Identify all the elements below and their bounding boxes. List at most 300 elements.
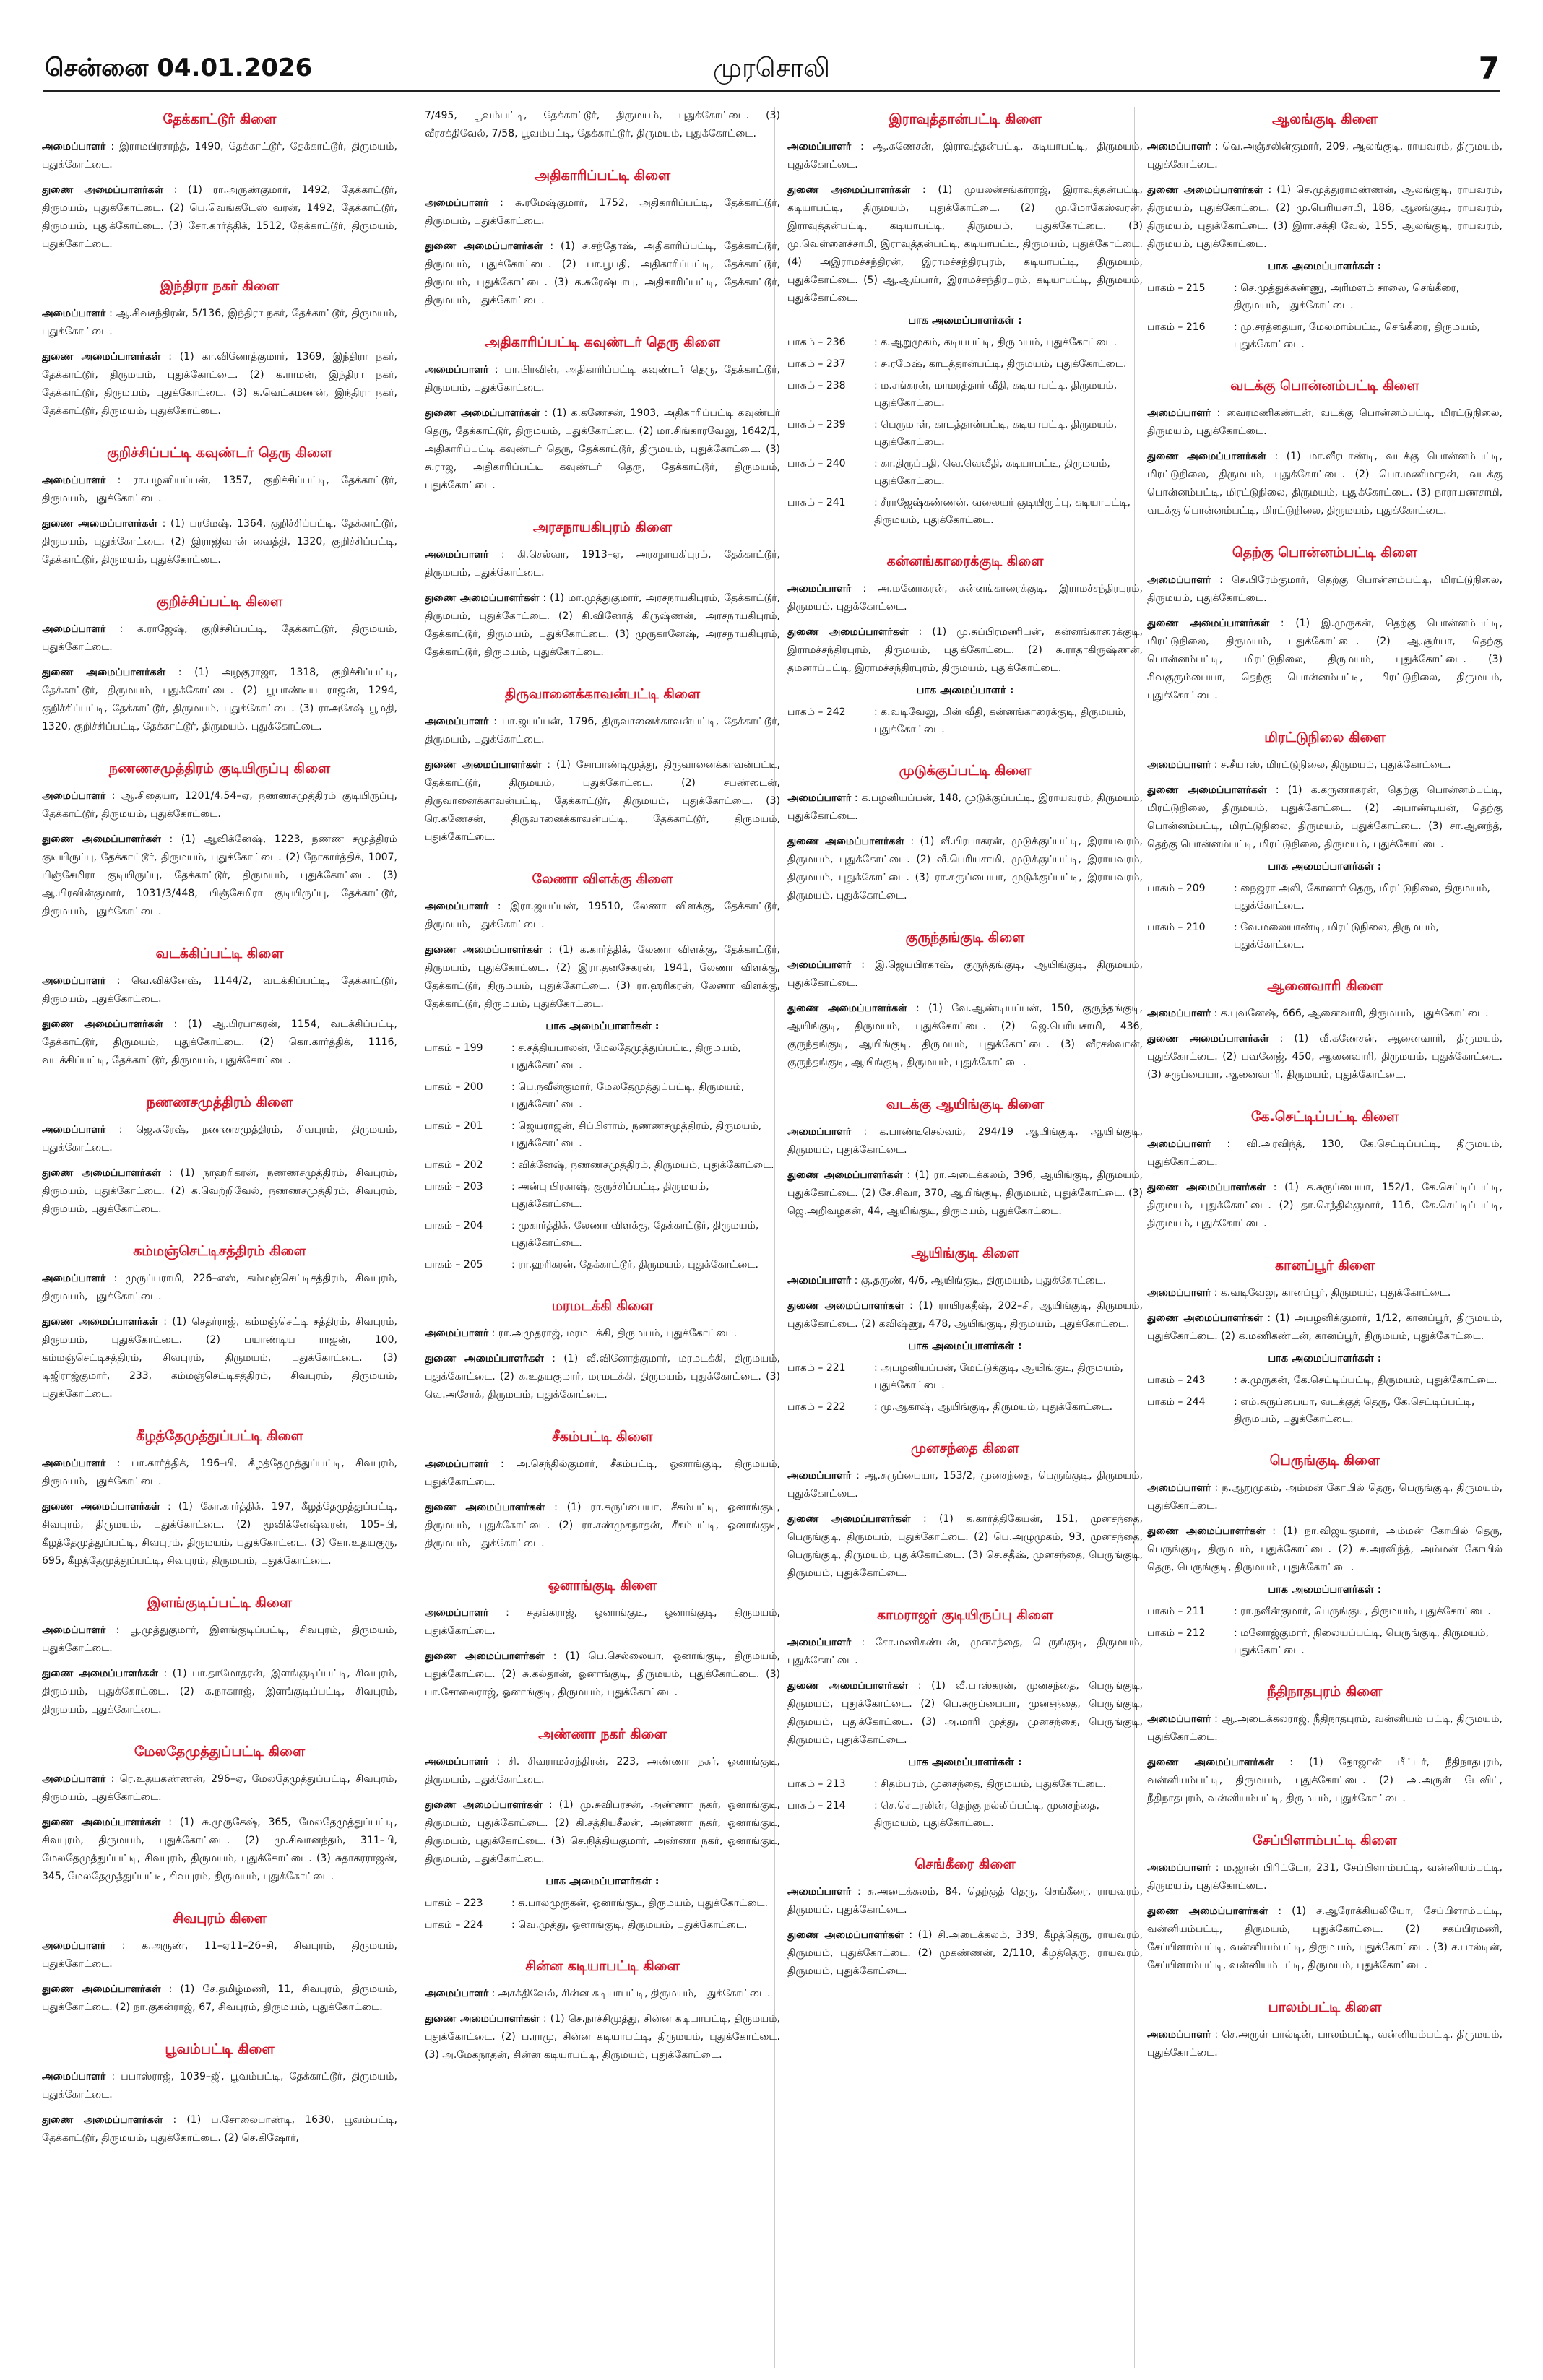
branch-title: முடுக்குப்பட்டி கிளை: [899, 763, 1032, 779]
entry-text: (1) பெ.செல்லையா, ஓனாங்குடி, திருமயம், புதுக்கோட்டை. (2) சு.கல்தான், ஓனாங்குடி, திருமயம், புதுக்கோட்டை. (3) பா.சோலைராஜ், ஓனாங்குடி, திருமயம், புதுக்கோட்டை.: [425, 1650, 780, 1698]
entry-text: வி.அரவிந்த், 130, கே.செட்டிப்பட்டி, திருமயம், புதுக்கோட்டை.: [1147, 1138, 1503, 1168]
entry-paragraph: [42, 1814, 397, 1886]
colon-sep: :: [851, 1886, 868, 1897]
entry-label: துணை அமைப்பாளர்கள்: [787, 184, 911, 196]
entry-paragraph: [1147, 615, 1503, 705]
colon-sep: :: [1274, 1757, 1309, 1768]
part-text: : வெ.முத்து, ஓனாங்குடி, திருமயம், புதுக்கோட்டை.: [511, 1919, 748, 1931]
branch-block: [425, 334, 780, 495]
part-text: : எம்.சுருப்பையா, வடக்குத் தெரு, கே.செட்டிப்பட்டி, திருமயம், புதுக்கோட்டை.: [1234, 1396, 1475, 1425]
part-text: : ம.சங்கரன், மாமரத்தார் வீதி, கடியாபட்டி, திருமயம், புதுக்கோட்டை.: [874, 380, 1118, 409]
entry-text: க.ராஜேஷ், குறிச்சிப்பட்டி, தேக்காட்டூர், திருமயம், புதுக்கோட்டை.: [42, 623, 397, 653]
part-row: [425, 1895, 780, 1912]
entry-text: (1) மா.முத்துகுமார், அரசநாயகிபுரம், தேக்காட்டூர், திருமயம், புதுக்கோட்டை. (2) கி.வினோத் கிருஷ்ணன், அரசநாயகிபுரம், தேக்காட்டூர், திருமயம், புதுக்கோட்டை. (3) முருகானேஷ், அரசநாயகிபுரம், தேக்காட்டூர், திருமயம், புதுக்கோட்டை.: [425, 592, 780, 658]
colon-sep: :: [488, 716, 502, 727]
part-number: பாகம் – 210: [1147, 922, 1206, 933]
entry-text: (1) ரா.சுருப்பையா, சீகம்பட்டி, ஓனாங்குடி, திருமயம், புதுக்கோட்டை. (2) ரா.சண்முகநாதன், சீகம்பட்டி, ஓனாங்குடி, திருமயம், புதுக்கோட்டை.: [425, 1502, 780, 1549]
entry-text: க.வடிவேலு, கானப்பூர், திருமயம், புதுக்கோட்டை.: [1220, 1287, 1451, 1299]
entry-paragraph: [42, 972, 397, 1008]
colon-sep: :: [543, 1353, 564, 1364]
part-text: : சு.முருகன், கே.செட்டிப்பட்டி, திருமயம், புதுக்கோட்டை.: [1234, 1375, 1497, 1386]
entry-paragraph: [1147, 404, 1503, 441]
entry-text: (1) கா.வினோத்குமார், 1369, இந்திரா நகர், தேக்காட்டூர், திருமயம், புதுக்கோட்டை. (2) க.ராமன், இந்திரா நகர், தேக்காட்டூர், திருமயம், புதுக்கோட்டை. (3) க.வெட்கமணன், இந்திரா நகர், தேக்காட்டூர், திருமயம், புதுக்கோட்டை.: [42, 351, 397, 417]
branch-title: தெற்கு பொன்னம்பட்டி கிளை: [1232, 545, 1418, 561]
colon-sep: :: [163, 2114, 187, 2126]
colon-sep: :: [105, 1124, 137, 1135]
part-row: [787, 334, 1143, 351]
edition-date: சென்னை 04.01.2026: [45, 53, 313, 82]
branch-title: பெருங்குடி கிளை: [1269, 1453, 1380, 1468]
entry-text: சுதங்கராஜ், ஓனாங்குடி, ஓனாங்குடி, திருமயம், புதுக்கோட்டை.: [425, 1607, 780, 1637]
entry-label: துணை அமைப்பாளர்கள்: [1147, 184, 1263, 196]
entry-paragraph: [425, 404, 780, 495]
entry-text: ஆ.சுருப்பையா, 153/2, முனசந்தை, பெருங்குடி, திருமயம், புதுக்கோட்டை.: [787, 1470, 1143, 1500]
entry-label: அமைப்பாளர்: [42, 308, 106, 319]
entry-text: (1) கோ.கார்த்திக், 197, கீழத்தேமுத்துப்பட்டி, சிவபுரம், திருமயம், புதுக்கோட்டை. (2) மூவிக்னேஷ்வரன், 105–பி, கீழத்தேமுத்துப்பட்டி, சிவபுரம், திருமயம், புதுக்கோட்டை. (3) கோ.உதயகுரு, 695, கீழத்தேமுத்துப்பட்டி, சிவபுரம், திருமயம், புதுக்கோட்டை.: [42, 1501, 397, 1567]
branch-block: [42, 2041, 397, 2147]
part-text: : மு.ஆகாஷ், ஆயிங்குடி, திருமயம், புதுக்கோட்டை.: [874, 1401, 1113, 1413]
part-row: [425, 1178, 780, 1213]
branch-block: [425, 1298, 780, 1404]
entry-label: துணை அமைப்பாளர்கள்: [42, 351, 161, 363]
entry-paragraph: [425, 1350, 780, 1404]
entry-text: பா.ஜயப்பன், 1796, திருவானைக்காவன்பட்டி, தேக்காட்டூர், திருமயம், புதுக்கோட்டை.: [425, 716, 780, 745]
entry-text: (1) மு.சுப்பிரமணியன், கன்னங்காரைக்குடி, இராமச்சந்திரபுரம், திருமயம், புதுக்கோட்டை. (2) சு.ராதாகிருஷ்ணன், தமனாப்பட்டி, இராமச்சந்திரபுரம், திருமயம், புதுக்கோட்டை.: [787, 626, 1143, 674]
branch-block: [42, 594, 397, 736]
entry-paragraph: [425, 941, 780, 1013]
entry-paragraph: [787, 580, 1143, 616]
colon-sep: :: [157, 518, 171, 529]
colon-sep: :: [160, 351, 180, 363]
entry-label: துணை அமைப்பாளர்கள்: [787, 626, 909, 638]
part-number: பாகம் – 201: [425, 1120, 483, 1132]
part-row: [425, 1078, 780, 1113]
entry-paragraph: [1147, 1284, 1503, 1302]
entry-text: வைரமணிகண்டன், வடக்கு பொன்னம்பட்டி, மிரட்டுநிலை, திருமயம், புதுக்கோட்டை.: [1147, 407, 1503, 437]
part-row: [425, 1156, 780, 1174]
branch-block: [425, 686, 780, 847]
branch-title: இளங்குடிப்பட்டி கிளை: [147, 1595, 292, 1611]
entry-label: துணை அமைப்பாளர்கள்: [787, 1300, 904, 1312]
colon-sep: :: [1266, 1182, 1285, 1193]
entry-paragraph: [425, 238, 780, 310]
branch-block: [42, 111, 397, 254]
colon-sep: :: [105, 308, 116, 319]
entry-paragraph: [787, 1926, 1143, 1981]
colon-sep: :: [851, 583, 878, 594]
entry-paragraph: [42, 1270, 397, 1306]
entry-label: துணை அமைப்பாளர்கள்: [425, 2013, 540, 2025]
entry-paragraph: [425, 107, 780, 143]
part-row: [787, 704, 1143, 738]
entry-paragraph: [1147, 1903, 1503, 1975]
entry-label: அமைப்பாளர்: [425, 1756, 489, 1767]
colon-sep: :: [105, 1273, 126, 1284]
entry-label: அமைப்பாளர்: [42, 141, 106, 152]
entry-text: ஜெ.சுரேஷ், நணணசமுத்திரம், சிவபுரம், திருமயம், புதுக்கோட்டை.: [42, 1124, 397, 1154]
entry-text: (1) ஆ.பிரபாகரன், 1154, வடக்கிப்பட்டி, தேக்காட்டூர், திருமயம், புதுக்கோட்டை. (2) கொ.கார்த்திக், 1116, வடக்கிப்பட்டி, தேக்காட்டூர், திருமயம், புதுக்கோட்டை.: [42, 1018, 397, 1066]
entry-paragraph: [787, 1297, 1143, 1333]
entry-text: (1) சி.அடைக்கலம், 339, கீழத்தெரு, ராயவரம், திருமயம், புதுக்கோட்டை. (2) முகண்ணன், 2/110, கீழத்தெரு, ராயவரம், திருமயம், புதுக்கோட்டை.: [787, 1929, 1143, 1977]
part-text: : முகார்த்திக், லேணா விளக்கு, தேக்காட்டூர், திருமயம், புதுக்கோட்டை.: [511, 1220, 759, 1249]
entry-label: அமைப்பாளர்: [42, 975, 106, 987]
entry-text: (1) க.கார்த்திக், லேணா விளக்கு, தேக்காட்டூர், திருமயம், புதுக்கோட்டை. (2) இரா.தனசேகரன், 1941, லேணா விளக்கு, தேக்காட்டூர், திருமயம், புதுக்கோட்டை. (3) ரா.ஹரிகரன், லேணா விளக்கு, தேக்காட்டூர், திருமயம், புதுக்கோட்டை.: [425, 944, 780, 1010]
entry-paragraph: [787, 833, 1143, 905]
entry-text: (1) க.கருணாகரன், தெற்கு பொன்னம்பட்டி, மிரட்டுநிலை, திருமயம், புதுக்கோட்டை. (2) அபாண்டியன், தெற்கு பொன்னம்பட்டி, மிரட்டுநிலை, திருமயம், புதுக்கோட்டை. (3) சா.ஆனந்த், தெற்கு பொன்னம்பட்டி, மிரட்டுநிலை, திருமயம், புதுக்கோட்டை.: [1147, 784, 1503, 850]
entry-paragraph: [42, 348, 397, 420]
part-number: பாகம் – 239: [787, 419, 846, 430]
part-number: பாகம் – 205: [425, 1259, 483, 1271]
entry-label: துணை அமைப்பாளர்கள்: [425, 1502, 545, 1513]
part-row: [787, 377, 1143, 412]
entry-text: சி. சிவராமச்சந்திரன், 223, அண்ணா நகர், ஓனாங்குடி, திருமயம், புதுக்கோட்டை.: [425, 1756, 780, 1786]
entry-paragraph: [787, 181, 1143, 308]
entry-label: துணை அமைப்பாளர்கள்: [787, 1513, 911, 1525]
entry-label: துணை அமைப்பாளர்கள்: [1147, 1312, 1263, 1324]
part-row: [787, 1775, 1143, 1793]
part-text: : பெ.நவீன்குமார், மேலதேமுத்துப்பட்டி, திருமயம், புதுக்கோட்டை.: [511, 1081, 745, 1110]
part-number: பாகம் – 243: [1147, 1375, 1206, 1386]
entry-label: துணை அமைப்பாளர்கள்: [1147, 784, 1267, 796]
colon-sep: :: [1211, 1138, 1247, 1150]
part-number: பாகம் – 209: [1147, 883, 1206, 894]
colon-sep: :: [1211, 574, 1232, 586]
part-text: : ரா.ஹரிகரன், தேக்காட்டூர், திருமயம், புதுக்கோட்டை.: [511, 1259, 758, 1271]
colon-sep: :: [907, 1003, 929, 1014]
colon-sep: :: [157, 1668, 173, 1679]
branch-block: [787, 930, 1143, 1072]
entry-paragraph: [425, 1796, 780, 1869]
entry-paragraph: [787, 1883, 1143, 1919]
colon-sep: :: [851, 1637, 876, 1648]
part-text: : சு.ரமேஷ், காடத்தான்பட்டி, திருமயம், புதுக்கோட்டை.: [874, 358, 1127, 370]
branch-block: [42, 1094, 397, 1219]
entry-label: அமைப்பாளர்: [787, 959, 852, 971]
entry-label: அமைப்பாளர்: [1147, 141, 1211, 152]
entry-label: துணை அமைப்பாளர்கள்: [42, 1167, 161, 1179]
branch-title: மேலதேமுத்துப்பட்டி கிளை: [134, 1744, 306, 1760]
colon-sep: :: [1211, 1862, 1224, 1874]
branch-block: [1147, 1684, 1503, 1808]
entry-label: அமைப்பாளர்: [787, 792, 852, 804]
colon-sep: :: [105, 1458, 132, 1469]
entry-label: துணை அமைப்பாளர்கள்: [1147, 1033, 1269, 1044]
entry-text: (1) பா.தாமோதரன், இளங்குடிப்பட்டி, சிவபுரம், திருமயம், புதுக்கோட்டை. (2) க.நாகராஜ், இளங்குடிப்பட்டி, சிவபுரம், திருமயம், புதுக்கோட்டை.: [42, 1668, 397, 1715]
newspaper-name: முரசொலி: [713, 53, 830, 83]
entry-label: துணை அமைப்பாளர்கள்: [1147, 1182, 1266, 1193]
colon-sep: :: [1211, 1482, 1222, 1494]
colon-sep: :: [851, 1126, 880, 1138]
entry-label: துணை அமைப்பாளர்கள்: [1147, 451, 1266, 462]
entry-label: துணை அமைப்பாளர்கள்: [425, 944, 543, 956]
part-text: : ரா.நவீன்குமார், பெருங்குடி, திருமயம், புதுக்கோட்டை.: [1234, 1606, 1491, 1617]
branch-block: [425, 107, 780, 143]
colon-sep: :: [157, 1316, 173, 1328]
entry-label: அமைப்பாளர்: [425, 549, 489, 561]
entry-label: அமைப்பாளர்: [425, 1458, 489, 1470]
colon-sep: :: [160, 1983, 181, 1995]
entry-text: அ.மனோகரன், கன்னங்காரைக்குடி, இராமச்சந்திரபுரம், திருமயம், புதுக்கோட்டை.: [787, 583, 1143, 613]
entry-label: துணை அமைப்பாளர்கள்: [1147, 1526, 1266, 1537]
entry-paragraph: [425, 546, 780, 582]
entry-paragraph: [42, 1665, 397, 1719]
entry-label: துணை அமைப்பாளர்கள்: [1147, 1757, 1274, 1768]
entry-paragraph: [1147, 1710, 1503, 1747]
entry-label: துணை அமைப்பாளர்கள்: [42, 184, 164, 196]
branch-title: ஆனைவாரி கிளை: [1267, 978, 1383, 994]
branch-title: மிரட்டுநிலை கிளை: [1264, 730, 1386, 745]
sub-heading: பாக அமைப்பாளர்கள் :: [1268, 261, 1382, 272]
sub-heading: பாக அமைப்பாளர்கள் :: [908, 1341, 1022, 1352]
entry-label: துணை அமைப்பாளர்கள்: [425, 1650, 545, 1662]
part-row: [1147, 319, 1503, 353]
entry-paragraph: [787, 956, 1143, 992]
branch-block: [1147, 111, 1503, 353]
part-number: பாகம் – 242: [787, 706, 846, 718]
part-number: பாகம் – 222: [787, 1401, 846, 1413]
entry-text: (1) ச.ஆரோக்கியலியோ, சேப்பிளாம்பட்டி, வன்னியம்பட்டி, திருமயம், புதுக்கோட்டை. (2) சகப்பிரமணி, சேப்பிளாம்பட்டி, வன்னியம்பட்டி, திருமயம், புதுக்கோட்டை. (3) ச.பால்டின், சேப்பிளாம்பட்டி, வன்னியம்பட்டி, திருமயம், புதுக்கோட்டை.: [1147, 1905, 1503, 1971]
branch-block: [787, 1440, 1143, 1583]
header-rule: [43, 90, 1500, 92]
colon-sep: :: [903, 1929, 918, 1941]
colon-sep: :: [488, 1328, 498, 1339]
colon-sep: :: [1211, 2029, 1222, 2041]
branch-block: [425, 168, 780, 310]
entry-text: (1) ரா.அருண்குமார், 1492, தேக்காட்டூர், திருமயம், புதுக்கோட்டை. (2) பெ.வெங்கடேஸ் வரன், 1492, தேக்காட்டூர், திருமயம், புதுக்கோட்டை. (3) சோ.கார்த்திக், 1512, தேக்காட்டூர், திருமயம், புதுக்கோட்டை.: [42, 184, 397, 250]
colon-sep: :: [542, 1799, 559, 1811]
entry-label: அமைப்பாளர்: [425, 901, 489, 912]
branch-title: ஆலங்குடி கிளை: [1272, 111, 1378, 127]
part-number: பாகம் – 212: [1147, 1627, 1206, 1639]
branch-title: மரமடக்கி கிளை: [551, 1298, 654, 1314]
entry-paragraph: [425, 2010, 780, 2064]
branch-title: செங்கீரை கிளை: [915, 1856, 1016, 1872]
entry-paragraph: [42, 1770, 397, 1806]
part-row: [1147, 1393, 1503, 1428]
branch-title: கே.செட்டிப்பட்டி கிளை: [1250, 1109, 1399, 1125]
part-number: பாகம் – 221: [787, 1362, 846, 1374]
entry-text: சோ.மணிகண்டன், முனசந்தை, பெருங்குடி, திருமயம், புதுக்கோட்டை.: [787, 1637, 1143, 1666]
branch-block: [1147, 378, 1503, 520]
branch-block: [42, 445, 397, 569]
branch-block: [42, 761, 397, 921]
branch-title: சின்ன கடியாபட்டி கிளை: [525, 1958, 680, 1974]
entry-text: (1) இ.முருகன், தெற்கு பொன்னம்பட்டி, மிரட்டுநிலை, திருமயம், புதுக்கோட்டை. (2) ஆ.சூர்யா, தெற்கு பொன்னம்பட்டி, மிரட்டுநிலை, திருமயம், புதுக்கோட்டை. (3) சிவகுரும்பையா, தெற்கு பொன்னம்பட்டி, மிரட்டுநிலை, திருமயம், புதுக்கோட்டை.: [1147, 618, 1503, 701]
branch-block: [425, 1429, 780, 1553]
colon-sep: :: [1262, 1312, 1276, 1324]
entry-paragraph: [1147, 1005, 1503, 1023]
column-3: [787, 107, 1143, 2368]
entry-label: அமைப்பாளர்: [1147, 1713, 1211, 1725]
branch-block: [42, 1595, 397, 1719]
entry-text: (1) வீ.பிரபாகரன், முடுக்குப்பட்டி, இராயவரம், திருமயம், புதுக்கோட்டை. (2) வீ.பெரியசாமி, முடுக்குப்பட்டி, இராயவரம், திருமயம், புதுக்கோட்டை. (3) ரா.சுருப்பையா, முடுக்குப்பட்டி, இராயவரம், திருமயம், புதுக்கோட்டை.: [787, 836, 1143, 901]
colon-sep: :: [488, 901, 511, 912]
sub-heading: பாக அமைப்பாளர்கள் :: [908, 315, 1022, 326]
entry-paragraph: [425, 713, 780, 749]
entry-label: அமைப்பாளர்: [42, 1624, 106, 1636]
branch-block: [42, 945, 397, 1070]
branch-title: நணணசமுத்திரம் குடியிருப்பு கிளை: [108, 761, 331, 776]
entry-label: துணை அமைப்பாளர்கள்: [787, 1169, 903, 1181]
entry-label: துணை அமைப்பாளர்கள்: [42, 1668, 158, 1679]
branch-block: [42, 1428, 397, 1570]
part-number: பாகம் – 223: [425, 1897, 483, 1909]
entry-label: துணை அமைப்பாளர்கள்: [425, 1799, 543, 1811]
branch-block: [425, 519, 780, 662]
sub-heading: பாக அமைப்பாளர்கள் :: [1268, 861, 1382, 873]
branch-block: [425, 1958, 780, 2064]
entry-paragraph: [1147, 1030, 1503, 1084]
entry-label: அமைப்பாளர்: [42, 623, 106, 635]
part-text: : வே.மலையாண்டி, மிரட்டுநிலை, திருமயம், புதுக்கோட்டை.: [1234, 922, 1439, 951]
part-text: : செ.செடரலின், தெற்கு நல்லிப்பட்டி, முனசந்தை, திருமயம், புதுக்கோட்டை.: [874, 1800, 1099, 1829]
entry-text: (1) ப.சோலைபாண்டி, 1630, பூவம்பட்டி, தேக்காட்டூர், திருமயம், புதுக்கோட்டை. (2) செ.கிஷோர்,: [42, 2114, 397, 2144]
entry-label: அமைப்பாளர்: [425, 1988, 489, 1999]
entry-paragraph: [425, 756, 780, 847]
entry-label: அமைப்பாளர்: [1147, 1482, 1211, 1494]
entry-text: ம.ஜான் பிரிட்டோ, 231, சேப்பிளாம்பட்டி, வன்னியம்பட்டி, திருமயம், புதுக்கோட்டை.: [1147, 1862, 1503, 1892]
part-number: பாகம் – 199: [425, 1042, 483, 1054]
entry-label: அமைப்பாளர்: [787, 1126, 852, 1138]
branch-block: [42, 1243, 397, 1403]
entry-paragraph: [42, 831, 397, 921]
branch-block: [42, 1744, 397, 1886]
colon-sep: :: [1211, 141, 1223, 152]
entry-paragraph: [787, 1123, 1143, 1159]
branch-title: கம்மஞ்செட்டிசத்திரம் கிளை: [133, 1243, 306, 1259]
colon-sep: :: [165, 667, 195, 678]
entry-paragraph: [42, 1313, 397, 1403]
part-row: [787, 1797, 1143, 1832]
colon-sep: :: [910, 1513, 939, 1525]
branch-block: [1147, 1258, 1503, 1428]
entry-text: (1) தோஜான் பீட்டர், நீதிநாதபுரம், வன்னியம்பட்டி, திருமயம், புதுக்கோட்டை. (2) அ.அருள் டேவிட், நீதிநாதபுரம், வன்னியம்பட்டி, திருமயம், புதுக்கோட்டை.: [1147, 1757, 1503, 1804]
branch-block: [42, 278, 397, 420]
part-row: [1147, 880, 1503, 914]
entry-text: செ.அருள் பால்டின், பாலம்பட்டி, வன்னியம்பட்டி, திருமயம், புதுக்கோட்டை.: [1147, 2029, 1503, 2059]
entry-text: வெ.விக்னேஷ், 1144/2, வடக்கிப்பட்டி, தேக்காட்டூர், திருமயம், புதுக்கோட்டை.: [42, 975, 397, 1005]
sub-heading: பாக அமைப்பாளர்கள் :: [908, 1757, 1022, 1768]
entry-text: அசக்திவேல், சின்ன கடியாபட்டி, திருமயம், புதுக்கோட்டை.: [498, 1988, 771, 1999]
entry-text: சு.ரமேஷ்குமார், 1752, அதிகாரிப்பட்டி, தேக்காட்டூர், திருமயம், புதுக்கோட்டை.: [425, 197, 780, 227]
colon-sep: :: [1211, 407, 1227, 419]
part-number: பாகம் – 213: [787, 1778, 846, 1790]
colon-sep: :: [105, 1773, 120, 1785]
entry-text: (1) நா.விஜயகுமார், அம்மன் கோயில் தெரு, பெருங்குடி, திருமயம், புதுக்கோட்டை. (2) சு.அரவிந்த், அம்மன் கோயில் தெரு, பெருங்குடி, திருமயம், புதுக்கோட்டை.: [1147, 1526, 1503, 1573]
sub-heading: பாக அமைப்பாளர் :: [916, 685, 1014, 696]
colon-sep: :: [851, 1470, 865, 1481]
entry-label: துணை அமைப்பாளர்கள்: [425, 407, 540, 419]
entry-text: (1) ரா.அடைக்கலம், 396, ஆயிங்குடி, திருமயம், புதுக்கோட்டை. (2) சே.சிவா, 370, ஆயிங்குடி, திருமயம், புதுக்கோட்டை. (3) ஜெ.அறிவழகன், 44, ஆயிங்குடி, திருமயம், புதுக்கோட்டை.: [787, 1169, 1143, 1217]
entry-paragraph: [1147, 1754, 1503, 1808]
entry-paragraph: [787, 789, 1143, 826]
entry-label: அமைப்பாளர்: [42, 790, 106, 802]
colon-sep: :: [851, 141, 873, 152]
entry-paragraph: [787, 1467, 1143, 1503]
entry-text: கு.தருண், 4/6, ஆயிங்குடி, திருமயம், புதுக்கோட்டை.: [860, 1275, 1107, 1286]
entry-paragraph: [42, 1498, 397, 1570]
entry-text: க.பழனியப்பன், 148, முடுக்குப்பட்டி, இராயவரம், திருமயம், புதுக்கோட்டை.: [787, 792, 1143, 822]
branch-title: பூவம்பட்டி கிளை: [165, 2041, 275, 2057]
entry-paragraph: [1147, 756, 1503, 774]
part-row: [1147, 1603, 1503, 1620]
part-text: : கா.திருப்பதி, வெ.வெவீதி, கடியாபட்டி, திருமயம், புதுக்கோட்டை.: [874, 458, 1110, 487]
colon-sep: :: [488, 1458, 517, 1470]
entry-text: க.புவனேஷ், 666, ஆனைவாரி, திருமயம், புதுக்கோட்டை.: [1220, 1008, 1489, 1019]
entry-paragraph: [425, 898, 780, 934]
colon-sep: :: [904, 836, 920, 847]
colon-sep: :: [1263, 184, 1277, 196]
entry-text: (1) வீ.வினோத்குமார், மரமடக்கி, திருமயம், புதுக்கோட்டை. (2) க.உதயகுமார், மரமடக்கி, திருமயம், புதுக்கோட்டை. (3) வெ.அசோக், திருமயம், புதுக்கோட்டை.: [425, 1353, 780, 1401]
part-text: : மு.சரத்தையா, மேலமாம்பட்டி, செங்கீரை, திருமயம், புதுக்கோட்டை.: [1234, 321, 1480, 350]
entry-text: முருப்பராமி, 226–எஸ், கம்மஞ்செட்டிசத்திரம், சிவபுரம், திருமயம், புதுக்கோட்டை.: [42, 1273, 397, 1302]
colon-sep: :: [105, 790, 122, 802]
entry-paragraph: [1147, 1310, 1503, 1346]
entry-label: துணை அமைப்பாளர்கள்: [42, 1817, 161, 1828]
entry-paragraph: [1147, 1135, 1503, 1172]
colon-sep: :: [105, 1940, 142, 1952]
branch-block: [1147, 1453, 1503, 1659]
entry-label: அமைப்பாளர்: [787, 1886, 852, 1897]
entry-text: (1) ஆவிக்னேஷ், 1223, நணண சமுத்திரம் குடியிருப்பு, தேக்காட்டூர், திருமயம், புதுக்கோட்டை. (2) நோகார்த்திக், 1007, பிஞ்சேமிரா குடியிருப்பு, தேக்காட்டூர், திருமயம், புதுக்கோட்டை. (3) ஆ.பிரவின்குமார், 1031/3/448, பிஞ்சேமிரா குடியிருப்பு, தேக்காட்டூர், திருமயம், புதுக்கோட்டை.: [42, 834, 397, 917]
branch-title: கன்னங்காரைக்குடி கிளை: [886, 553, 1044, 569]
part-row: [787, 1398, 1143, 1416]
entry-label: அமைப்பாளர்: [425, 197, 489, 209]
column-1: [42, 107, 397, 2368]
part-row: [1147, 1624, 1503, 1659]
entry-paragraph: [1147, 448, 1503, 520]
part-number: பாகம் – 240: [787, 458, 846, 469]
entry-label: துணை அமைப்பாளர்கள்: [42, 667, 166, 678]
branch-title: காமராஜர் குடியிருப்பு கிளை: [876, 1607, 1054, 1623]
part-text: : மனோஜ்குமார், நிலையப்பட்டி, பெருங்குடி, திருமயம், புதுக்கோட்டை.: [1234, 1627, 1489, 1656]
sub-heading: பாக அமைப்பாளர்கள் :: [1268, 1584, 1382, 1596]
branch-block: [787, 1096, 1143, 1221]
entry-paragraph: [1147, 2026, 1503, 2062]
branch-title: வடக்கு பொன்னம்பட்டி கிளை: [1230, 378, 1419, 394]
entry-label: துணை அமைப்பாளர்கள்: [42, 1018, 163, 1030]
entry-label: அமைப்பாளர்: [1147, 2029, 1211, 2041]
branch-block: [787, 111, 1143, 529]
entry-paragraph: [42, 138, 397, 174]
colon-sep: :: [488, 1988, 498, 1999]
colon-sep: :: [105, 623, 137, 635]
entry-label: அமைப்பாளர்: [425, 1328, 489, 1339]
part-number: பாகம் – 203: [425, 1181, 483, 1193]
colon-sep: :: [1211, 1008, 1221, 1019]
colon-sep: :: [1265, 1526, 1283, 1537]
branch-block: [425, 1726, 780, 1934]
entry-label: அமைப்பாளர்: [42, 2071, 106, 2082]
entry-paragraph: [787, 1677, 1143, 1749]
colon-sep: :: [908, 1680, 932, 1692]
entry-text: (1) சோபாண்டிமுத்து, திருவானைக்காவன்பட்டி, தேக்காட்டூர், திருமயம், புதுக்கோட்டை. (2) சபண்டைன், திருவானைக்காவன்பட்டி, தேக்காட்டூர், திருமயம், புதுக்கோட்டை. (3) ரெ.கணேசன், திருவானைக்காவன்பட்டி, தேக்காட்டூர், திருமயம், புதுக்கோட்டை.: [425, 759, 780, 843]
entry-label: அமைப்பாளர்: [42, 1773, 106, 1785]
part-row: [1147, 919, 1503, 953]
part-row: [1147, 1372, 1503, 1389]
branch-title: இந்திரா நகர் கிளை: [160, 278, 280, 294]
entry-label: அமைப்பாளர்: [42, 475, 106, 486]
entry-label: அமைப்பாளர்: [1147, 1862, 1211, 1874]
part-row: [787, 1359, 1143, 1394]
page-header: [0, 0, 1543, 85]
branch-block: [787, 763, 1143, 905]
colon-sep: :: [539, 592, 550, 604]
entry-text: பூ.முத்துகுமார், இளங்குடிப்பட்டி, சிவபுரம், திருமயம், புதுக்கோட்டை.: [42, 1624, 397, 1654]
entry-paragraph: [425, 1604, 780, 1640]
entry-paragraph: [42, 1622, 397, 1658]
entry-paragraph: [42, 1981, 397, 2017]
